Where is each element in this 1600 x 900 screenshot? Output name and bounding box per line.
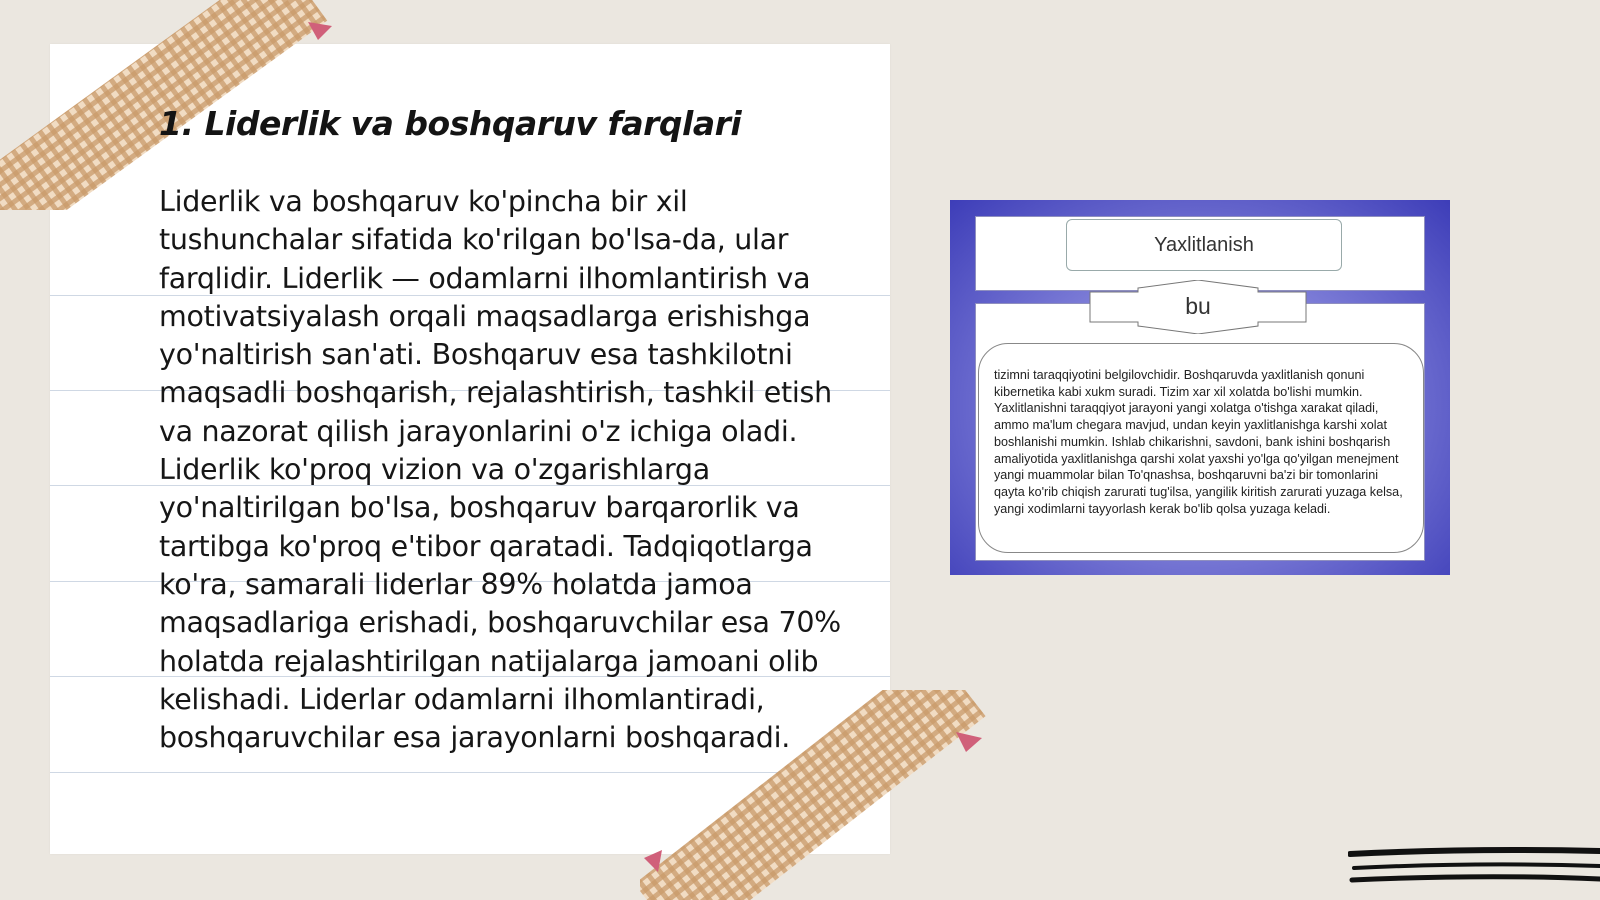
diagram-description-text: tizimni taraqqiyotini belgilovchidir. Boshqaruvda yaxlitlanish qonuni kibernetika kabi xukm suradi. Tizim xar xil xolatda bo'lishi mumkin. Yaxlitlanishni taraqqiyot jarayoni yangi xolatga o'tishga xarakat qiladi, ammo ma'lum chegara mavjud, undan keyin yaxlitlanishga karshi xolat boshlanishi mumkin. Ishlab chikarishni, savdoni, bank ishini boshqarish amaliyotida yaxlitlanishga qarshi xolat yaxshi yo'lga qo'yilgan menejment yangi muammolar bilan To'qnashsa, boshqaruvni ba'zi bir tomonlarini qayta ko'rib chiqish zarurati tug'ilsa, yangilik kiritish zarurati yuzaga kelsa, yangi xodimlarni tayyorlash kerak bo'lib qolsa yuzaga keladi.	[994, 368, 1403, 516]
tape-pin-icon	[956, 732, 982, 752]
yaxlitlanish-diagram	[950, 200, 1450, 575]
slide-title: 1. Liderlik va boshqaruv farqlari	[159, 104, 742, 143]
decorative-brush-strokes	[1348, 846, 1600, 896]
diagram-connector-label: bu	[1185, 292, 1211, 319]
slide-body-text: Liderlik va boshqaruv ko'pincha bir xil tushunchalar sifatida ko'rilgan bo'lsa-da, ular farqlidir. Liderlik — odamlarni ilhomlantirish va motivatsiyalash orqali maqsadlarga erishishga yo'naltirish san'ati. Boshqaruv esa tashkilotni maqsadli boshqarish, rejalashtirish, tashkil etish va nazorat qilish jarayonlarini o'z ichiga oladi. Liderlik ko'proq vizion va o'zgarishlarga yo'naltirilgan bo'lsa, boshqaruv barqarorlik va tartibga ko'proq e'tibor qaratadi. Tadqiqotlarga ko'ra, samarali liderlar 89% holatda jamoa maqsadlariga erishadi, boshqaruvchilar esa 70% holatda rejalashtirilgan natijalarga jamoani olib kelishadi. Liderlar odamlarni ilhomlantiradi, boshqaruvchilar esa jarayonlarni boshqaradi.	[159, 185, 841, 755]
diagram-title-box: Yaxlitlanish	[1066, 219, 1342, 271]
